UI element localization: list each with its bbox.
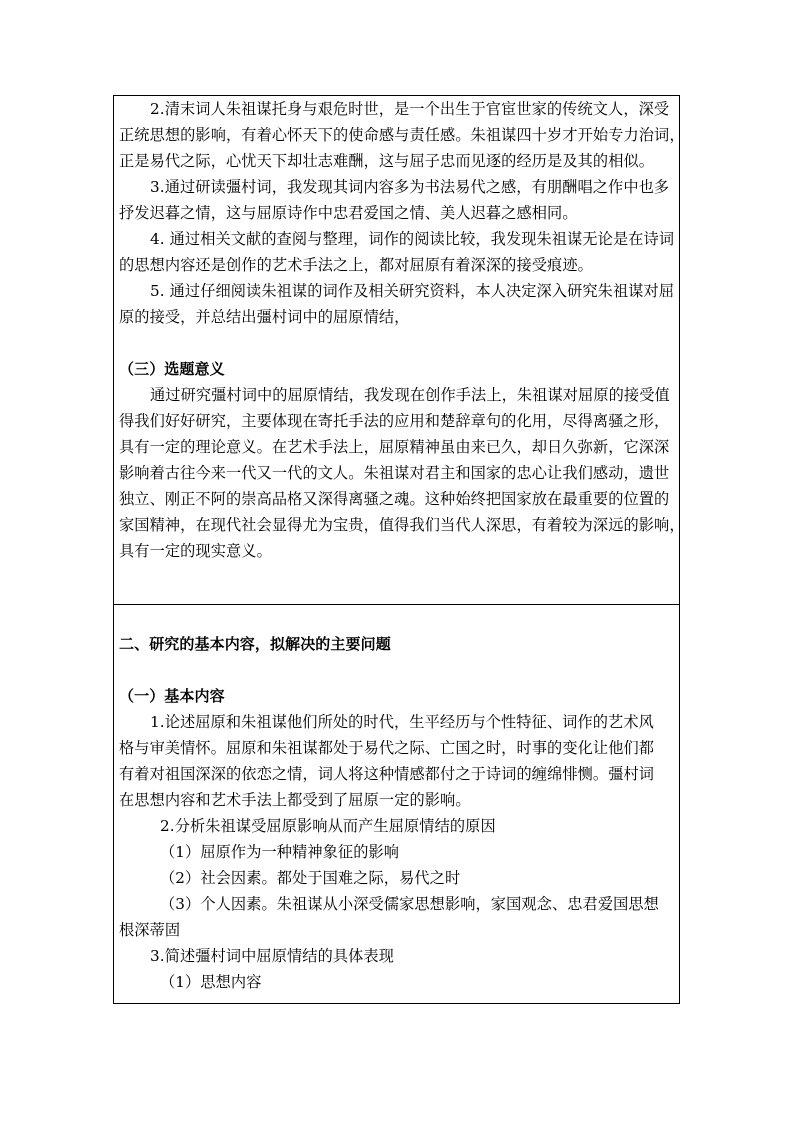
content-item-2-sub-1: （1）屈原作为一种精神象征的影响 bbox=[160, 843, 400, 861]
reason-5-line-2: 原的接受，并总结出彊村词中的屈原情结， bbox=[119, 308, 410, 326]
reason-3-line-2: 抒发迟暮之情，这与屈原诗作中忠君爱国之情、美人迟暮之感相同。 bbox=[119, 204, 578, 222]
spacer bbox=[119, 330, 674, 356]
reason-4-line-1: 4. 通过相关文献的查阅与整理，词作的阅读比较，我发现朱祖谋无论是在诗词 bbox=[150, 230, 675, 248]
significance-line-6: 家国精神，在现代社会显得尤为宝贵，值得我们当代人深思，有着较为深远的影响， bbox=[119, 516, 685, 534]
content-item-1-line-4: 在思想内容和艺术手法上都受到了屈原一定的影响。 bbox=[119, 791, 471, 809]
content-cell bbox=[114, 605, 679, 1003]
content-item-1-line-3: 有着对祖国深深的依恋之情，词人将这种情感都付之于诗词的缠绵悱恻。彊村词 bbox=[119, 765, 655, 783]
reason-3-line-1: 3.通过研读彊村词，我发现其词内容多为书法易代之感，有朋酬唱之作中也多 bbox=[150, 178, 670, 196]
reason-4-line-2: 的思想内容还是创作的艺术手法之上，都对屈原有着深深的接受痕迹。 bbox=[119, 256, 593, 274]
reason-2-line-2: 正统思想的影响，有着心怀天下的使命感与责任感。朱祖谋四十岁才开始专力治词， bbox=[119, 126, 685, 144]
content-item-2-sub-3-line-1: （3）个人因素。朱祖谋从小深受儒家思想影响，家国观念、忠君爱国思想 bbox=[160, 895, 659, 913]
significance-line-5: 独立、刚正不阿的崇高品格又深得离骚之魂。这种始终把国家放在最重要的位置的 bbox=[119, 490, 670, 508]
content-item-2: 2.分析朱祖谋受屈原影响从而产生屈原情结的原因 bbox=[160, 817, 496, 835]
content-item-1-line-1: 1.论述屈原和朱祖谋他们所处的时代，生平经历与个性特征、词作的艺术风 bbox=[150, 713, 654, 731]
section-significance-heading: （三）选题意义 bbox=[119, 360, 225, 378]
significance-line-4: 影响着古往今来一代又一代的文人。朱祖谋对君主和国家的忠心让我们感动，遗世 bbox=[119, 464, 670, 482]
content-item-2-sub-3-line-2: 根深蒂固 bbox=[119, 921, 181, 939]
significance-line-7: 具有一定的现实意义。 bbox=[119, 542, 272, 560]
background-cell bbox=[114, 96, 685, 605]
content-item-3: 3.简述彊村词中屈原情结的具体表现 bbox=[150, 947, 395, 965]
significance-line-1: 通过研究彊村词中的屈原情结，我发现在创作手法上，朱祖谋对屈原的接受值 bbox=[150, 386, 670, 404]
content-item-2-sub-2: （2）社会因素。都处于国难之际，易代之时 bbox=[160, 869, 461, 887]
reason-5-line-1: 5. 通过仔细阅读朱祖谋的词作及相关研究资料，本人决定深入研究朱祖谋对屈 bbox=[150, 282, 675, 300]
section-content-heading: 二、研究的基本内容，拟解决的主要问题 bbox=[119, 635, 391, 653]
reason-2-line-1: 2.清末词人朱祖谋托身与艰危时世，是一个出生于官宦世家的传统文人，深受 bbox=[150, 100, 670, 118]
spacer bbox=[119, 605, 674, 631]
content-item-1-line-2: 格与审美情怀。屈原和朱祖谋都处于易代之际、亡国之时，时事的变化让他们都 bbox=[119, 739, 655, 757]
proposal-table bbox=[113, 95, 685, 1004]
reason-2-line-3: 正是易代之际，心忧天下却壮志难酬，这与屈子忠而见逐的经历是及其的相似。 bbox=[119, 152, 655, 170]
significance-line-3: 具有一定的理论意义。在艺术手法上，屈原精神虽由来已久，却日久弥新，它深深 bbox=[119, 438, 670, 456]
basic-content-heading: （一）基本内容 bbox=[119, 687, 225, 705]
spacer bbox=[119, 657, 674, 683]
content-item-3-sub-1: （1）思想内容 bbox=[160, 973, 262, 991]
significance-line-2: 得我们好好研究，主要体现在寄托手法的应用和楚辞章句的化用，尽得离骚之形， bbox=[119, 412, 670, 430]
